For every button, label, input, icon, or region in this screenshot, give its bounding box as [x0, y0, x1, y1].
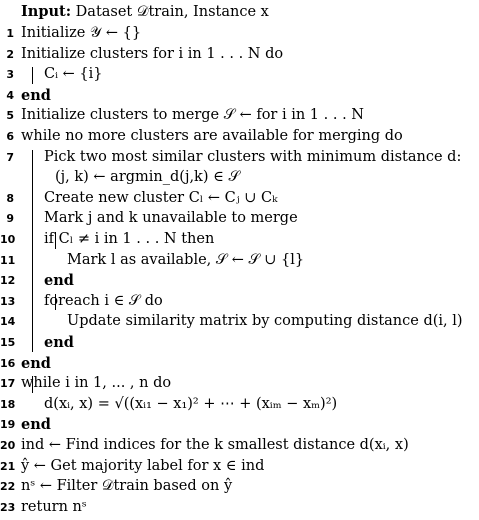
line-text: Initialize clusters for i in 1 . . . N do	[21, 45, 284, 62]
algo-line	[0, 148, 479, 170]
line-text: Update similarity matrix by computing distance d(i, l)	[67, 313, 463, 330]
line-number: 5	[6, 109, 14, 123]
line-number: 4	[6, 88, 14, 102]
line-text: (j, k) ← argmin_d(j,k) ∈ 𝒮	[55, 169, 240, 186]
line-text: Create new cluster Cₗ ← Cⱼ ∪ Cₖ	[44, 189, 278, 206]
line-text: Pick two most similar clusters with minimum distance d:	[44, 148, 462, 165]
algo-line	[0, 230, 479, 252]
line-text: Initialize clusters to merge 𝒮 ← for i in 1 . . . N	[21, 107, 364, 124]
line-number: 15	[0, 336, 16, 349]
line-text: end	[21, 86, 51, 104]
line-text: end	[21, 354, 51, 372]
line-text: end	[21, 416, 51, 434]
line-number: 16	[0, 356, 16, 370]
line-number: 19	[0, 418, 16, 432]
algo-line	[0, 498, 479, 520]
line-number: 8	[6, 191, 14, 205]
algo-line	[0, 251, 479, 273]
input-text: Dataset 𝒟train, Instance x	[75, 4, 269, 20]
line-number: 12	[0, 274, 16, 288]
line-number: 22	[0, 480, 16, 494]
algo-line	[0, 333, 479, 355]
line-text: Initialize 𝒴 ← {}	[21, 25, 142, 41]
algo-line	[0, 312, 479, 334]
line-text: Mark j and k unavailable to merge	[44, 210, 298, 227]
algo-line	[0, 45, 479, 67]
line-number: 10	[0, 233, 16, 246]
algo-line	[0, 271, 479, 293]
algo-line	[0, 415, 479, 437]
line-text: d(xᵢ, x) = √((xᵢ₁ − x₁)² + ⋯ + (xᵢₘ − xₘ)²)	[44, 395, 338, 412]
algo-line	[0, 395, 479, 417]
line-number: 7	[6, 150, 14, 164]
line-text: while i in 1, ... , n do	[21, 375, 172, 392]
algo-line	[0, 354, 479, 376]
line-number: 17	[0, 377, 16, 391]
line-text: nˢ ← Filter 𝒟train based on ŷ	[21, 478, 233, 495]
line-number: 23	[0, 500, 16, 514]
line-number: 2	[6, 47, 14, 61]
algo-line	[0, 24, 479, 46]
line-text: if Cₗ ≠ i in 1 . . . N then	[44, 231, 215, 247]
algo-line	[0, 65, 479, 87]
algo-line	[0, 189, 479, 211]
algo-line	[0, 168, 479, 190]
algo-line	[0, 374, 479, 396]
algo-line	[0, 292, 479, 314]
line-number: 11	[0, 253, 16, 267]
line-number: 13	[0, 294, 16, 308]
line-text: while no more clusters are available for merging do	[21, 128, 403, 144]
algo-line	[0, 457, 479, 479]
algo-line	[0, 86, 479, 108]
line-number: 14	[0, 315, 16, 329]
algo-line	[0, 127, 479, 149]
line-text: return nˢ	[21, 498, 87, 515]
line-text: end	[44, 272, 74, 290]
input-label: Input:	[21, 3, 72, 20]
line-number: 3	[6, 68, 14, 82]
algo-line	[0, 209, 479, 231]
line-number: 6	[6, 130, 14, 143]
algo-line	[0, 436, 479, 458]
line-text: Mark l as available, 𝒮 ← 𝒮 ∪ {l}	[67, 251, 305, 268]
line-number: 9	[6, 212, 14, 226]
algo-line	[0, 106, 479, 128]
line-text: ŷ ← Get majority label for x ∈ ind	[21, 457, 265, 474]
algo-line	[0, 477, 479, 499]
line-text: Cᵢ ← {i}	[44, 66, 103, 83]
line-text: foreach i ∈ 𝒮 do	[44, 292, 163, 309]
line-number: 20	[0, 439, 16, 452]
line-number: 21	[0, 459, 16, 473]
line-number: 18	[0, 397, 16, 411]
line-text: end	[44, 334, 74, 351]
line-number: 1	[6, 27, 14, 40]
input-line	[21, 2, 269, 22]
line-text: ind ← Find indices for the k smallest distance d(xᵢ, x)	[21, 437, 409, 453]
